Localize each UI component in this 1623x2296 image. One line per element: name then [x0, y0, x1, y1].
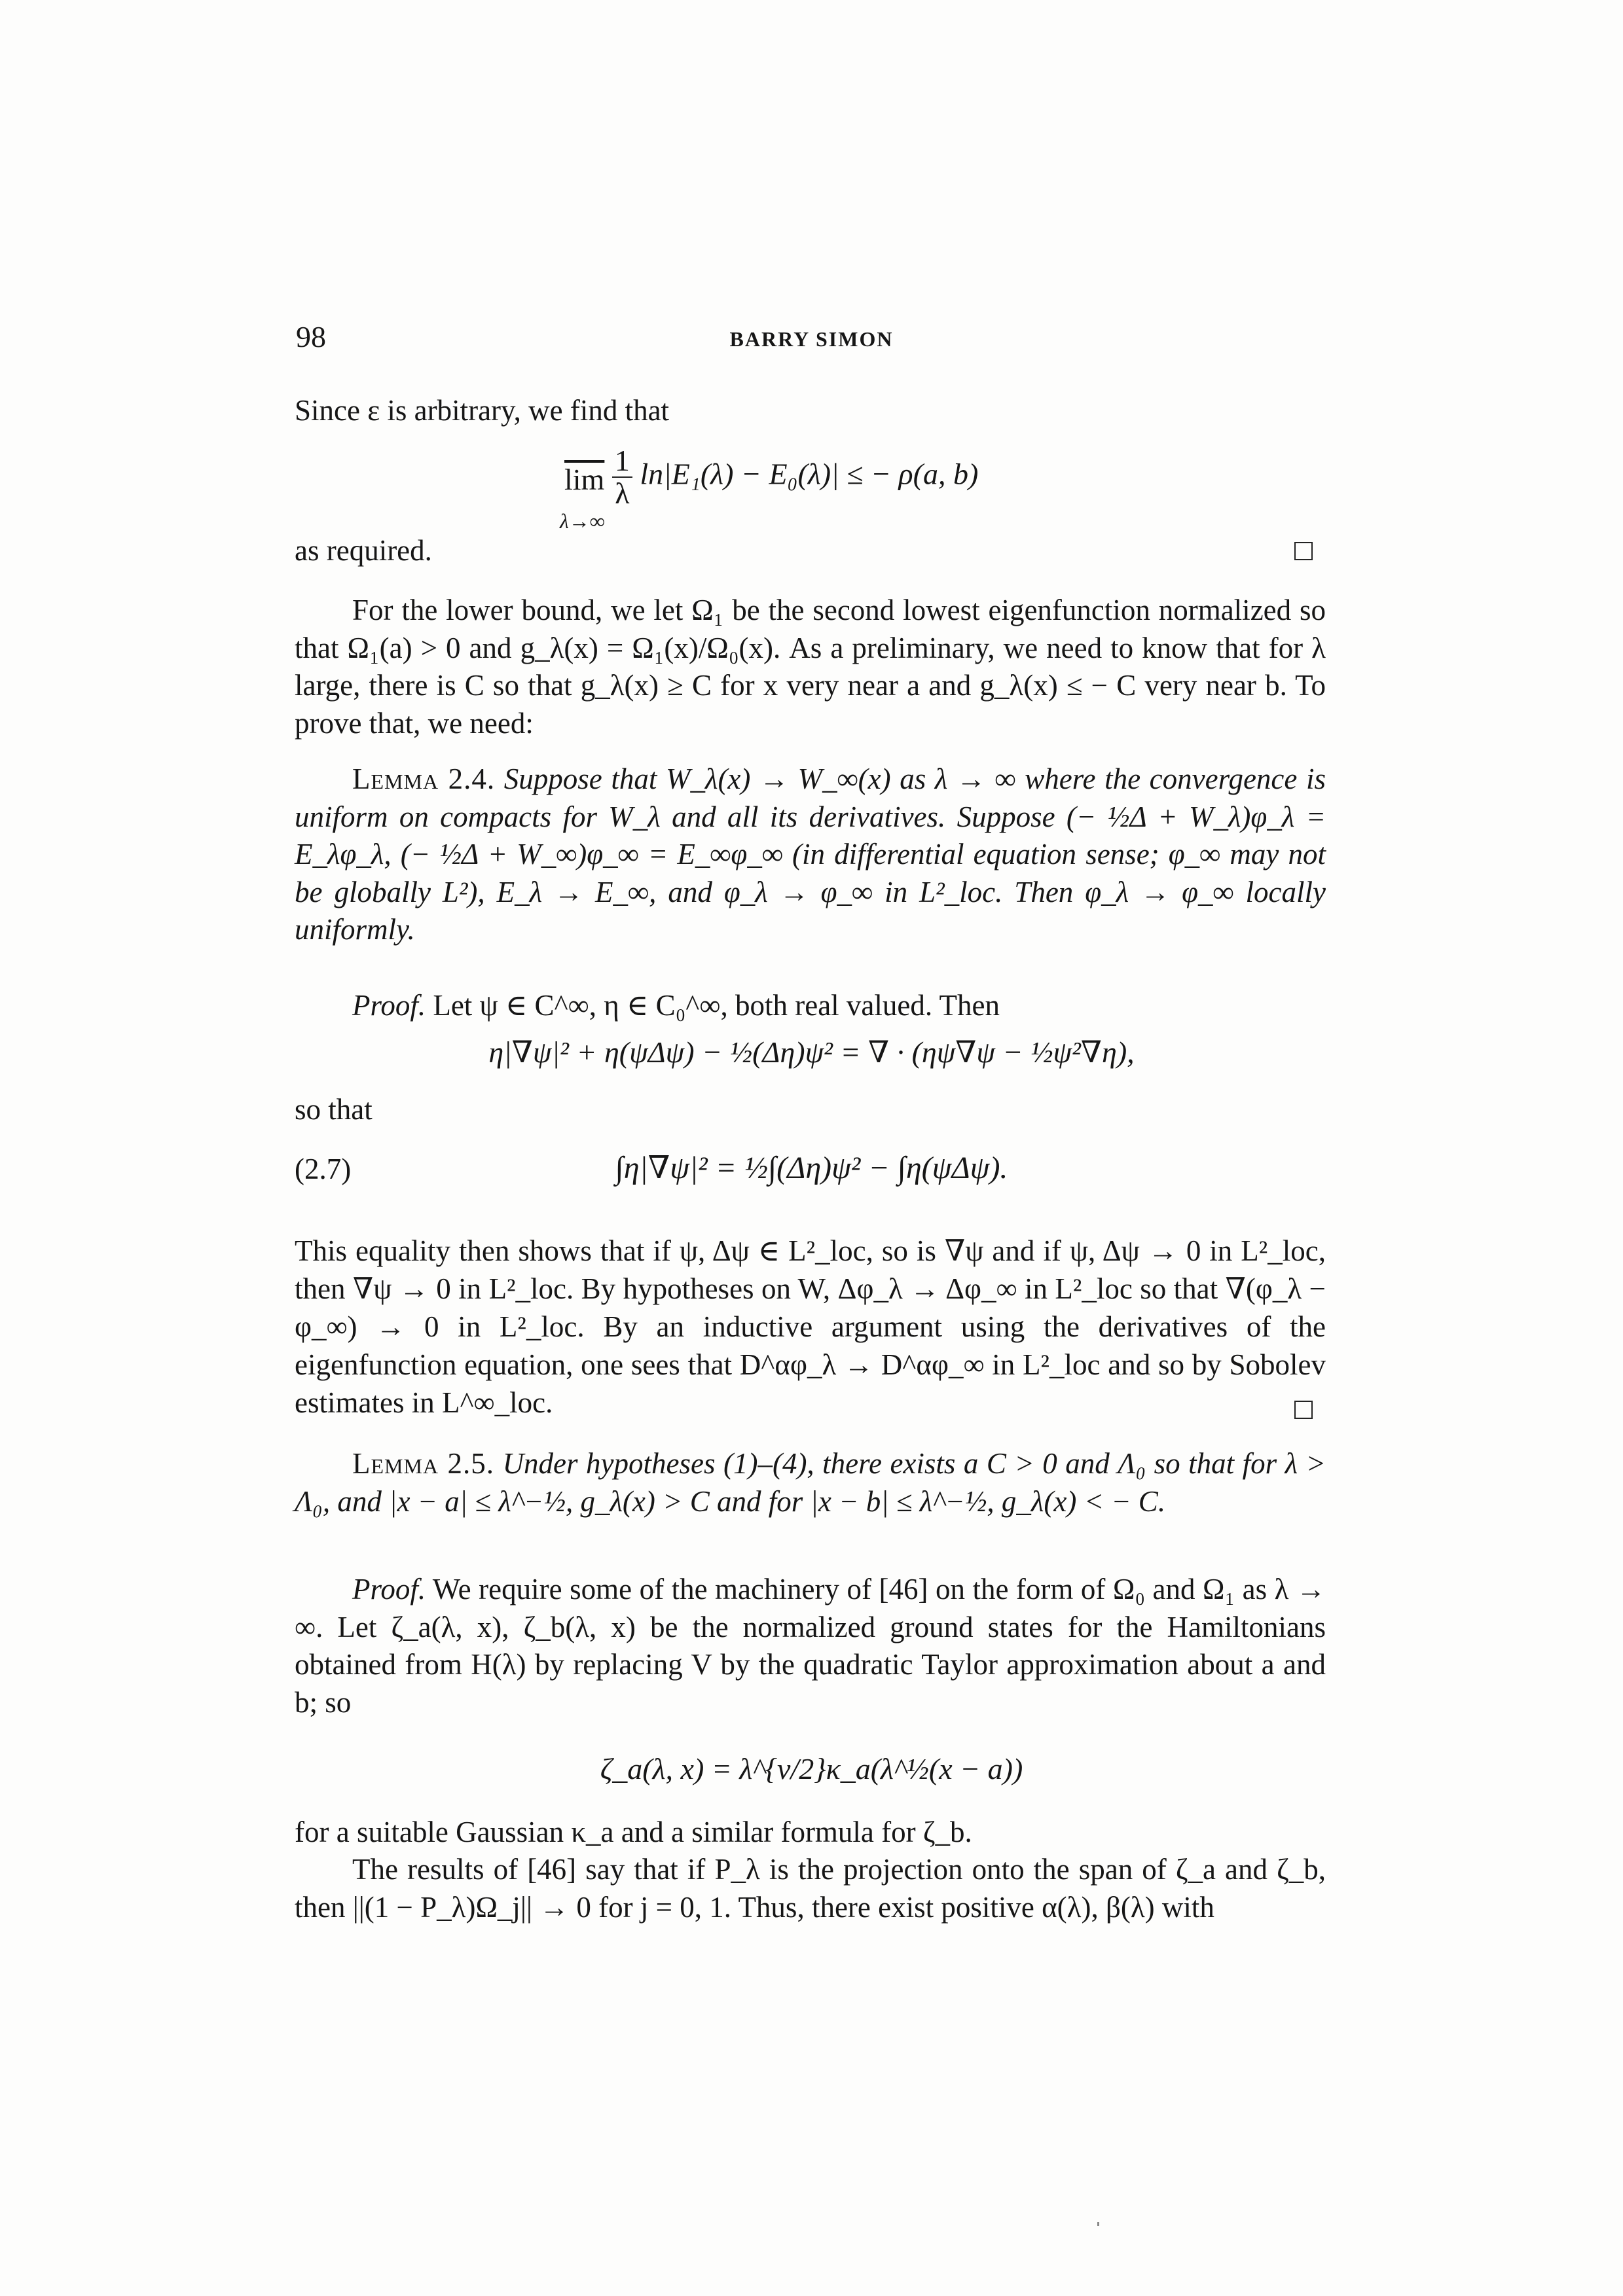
- page-number: 98: [296, 320, 326, 353]
- qed-box: [1294, 542, 1313, 560]
- lim-subscript: λ→∞: [560, 509, 605, 533]
- lemma-2-5-text: Under hypotheses (1)–(4), there exists a C > 0 and Λ₀ so that for λ > Λ₀, and |x − a| ≤ λ^−½, g_λ(x) > C and for |x − b| ≤ λ^−½, g_λ(x) < − C.: [295, 1447, 1326, 1518]
- lemma-2-4-text: Suppose that W_λ(x) → W_∞(x) as λ → ∞ where the convergence is uniform on compacts for W_λ and all its derivatives. Suppose (− ½Δ + W_λ)φ_λ = E_λφ_λ, (− ½Δ + W_∞)φ_∞ = E_∞φ_∞ (in differential equation sense; φ_∞ may not be globally L²), E_λ → E_∞, and φ_λ → φ_∞ in L²_loc. Then φ_λ → φ_∞ locally uniformly.: [295, 762, 1326, 946]
- proof-2-5: [295, 1571, 1326, 1721]
- limit-rest: ln|E₁(λ) − E₀(λ)| ≤ − ρ(a, b): [640, 457, 979, 491]
- equation-2-7: ∫η|∇ψ|² = ½∫(Δη)ψ² − ∫η(ψΔψ).: [615, 1151, 1008, 1185]
- since-line: Since ε is arbitrary, we find that: [295, 394, 670, 427]
- lemma-2-4: [295, 761, 1326, 949]
- lemma-2-5-label: Lemma 2.5.: [352, 1447, 495, 1480]
- paragraph-lower-bound: For the lower bound, we let Ω₁ be the second lowest eigenfunction normalized so that Ω₁(a) > 0 and g_λ(x) = Ω₁(x)/Ω₀(x). As a preliminary, we need to know that for λ large, there is C so that g_λ(x) ≥ C for x very near a and g_λ(x) ≤ − C very near b. To prove that, we need:: [295, 594, 1326, 740]
- frac-numerator: 1: [612, 445, 632, 478]
- proof-2-4-label: Proof.: [352, 989, 426, 1022]
- zeta-equation: ζ_a(λ, x) = λ^{ν/2}κ_a(λ^½(x − a)): [600, 1752, 1023, 1785]
- limit-equation: [564, 445, 978, 509]
- lemma-2-4-label: Lemma 2.4.: [352, 762, 496, 795]
- lemma-2-5: [295, 1445, 1326, 1520]
- one-over-lambda: [612, 445, 632, 509]
- equation-number-2-7: (2.7): [295, 1153, 352, 1185]
- scan-speck: [1097, 2222, 1099, 2226]
- paragraph-equality: This equality then shows that if ψ, Δψ ∈ L²_loc, so is ∇ψ and if ψ, Δψ → 0 in L²_loc, then ∇ψ → 0 in L²_loc. By hypotheses on W, Δφ_λ → Δφ_∞ in L²_loc so that ∇(φ_λ − φ_∞) → 0 in L²_loc. By an inductive argument using the derivatives of the eigenfunction equation, one sees that D^αφ_λ → D^αφ_∞ in L²_loc and so by Sobolev estimates in L^∞_loc.: [295, 1234, 1326, 1419]
- proof-2-4: [295, 987, 1326, 1025]
- gaussian-line: for a suitable Gaussian κ_a and a similar formula for ζ_b.: [295, 1816, 972, 1848]
- proof-2-4-text: Let ψ ∈ C^∞, η ∈ C₀^∞, both real valued. Then: [433, 989, 1000, 1022]
- lim-operator: $\overline{lim}$: [564, 462, 605, 496]
- identity-equation: η|∇ψ|² + η(ψΔψ) − ½(Δη)ψ² = ∇ · (ηψ∇ψ − ½ψ²∇η),: [488, 1035, 1135, 1069]
- paragraph-results: The results of [46] say that if P_λ is the projection onto the span of ζ_a and ζ_b, then ||(1 − P_λ)Ω_j|| → 0 for j = 0, 1. Thus, there exist positive α(λ), β(λ) with: [295, 1853, 1326, 1924]
- so-that-line: so that: [295, 1093, 373, 1126]
- frac-denominator: λ: [615, 476, 630, 510]
- as-required-line: as required.: [295, 534, 432, 567]
- proof-2-5-text: We require some of the machinery of [46] on the form of Ω₀ and Ω₁ as λ → ∞. Let ζ_a(λ, x), ζ_b(λ, x) be the normalized ground states for the Hamiltonians obtained from H(λ) by replacing V by the quadratic Taylor approximation about a and b; so: [295, 1573, 1326, 1719]
- running-head-author: BARRY SIMON: [729, 327, 894, 351]
- qed-box: [1294, 1401, 1313, 1419]
- proof-2-5-label: Proof.: [352, 1573, 426, 1605]
